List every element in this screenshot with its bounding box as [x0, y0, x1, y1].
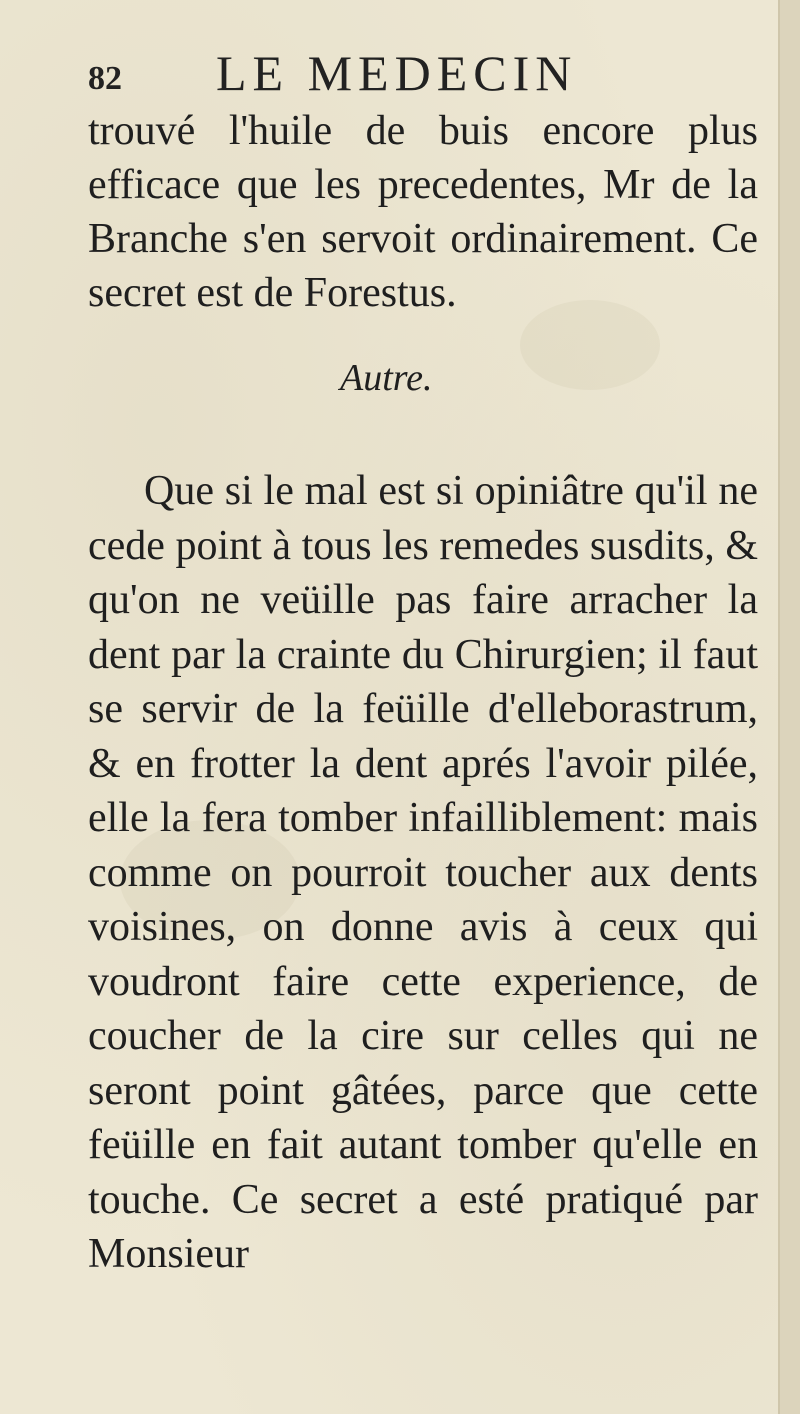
- paragraph-text: trouvé l'huile de buis encore plus efficace que les precedentes, Mr de la Branche s'en servoit ordinairement. Ce secret est de Forestus.: [88, 108, 758, 316]
- page-number: 82: [88, 60, 122, 97]
- paragraph-main: [88, 464, 758, 1282]
- paragraph-continued: [88, 104, 758, 320]
- paragraph-text: Que si le mal est si opiniâtre qu'il ne cede point à tous les remedes susdits, & qu'on ne veüille pas faire arracher la dent par la crainte du Chirurgien; il faut se servir de la feüille d'elleborastrum, & en frotter la dent aprés l'avoir pilée, elle la fera tomber infailliblement: mais comme on pourroit toucher aux dents voisines, on donne avis à ceux qui voudront faire cette experience, de coucher de la cire sur celles qui ne seront point gâtées, parce que cette feüille en fait autant tomber qu'elle en touche. Ce secret a esté pratiqué par Monsieur: [88, 468, 758, 1277]
- running-title: LE MEDECIN: [216, 45, 578, 101]
- section-heading: Autre.: [340, 357, 433, 399]
- page-edge: [778, 0, 800, 1414]
